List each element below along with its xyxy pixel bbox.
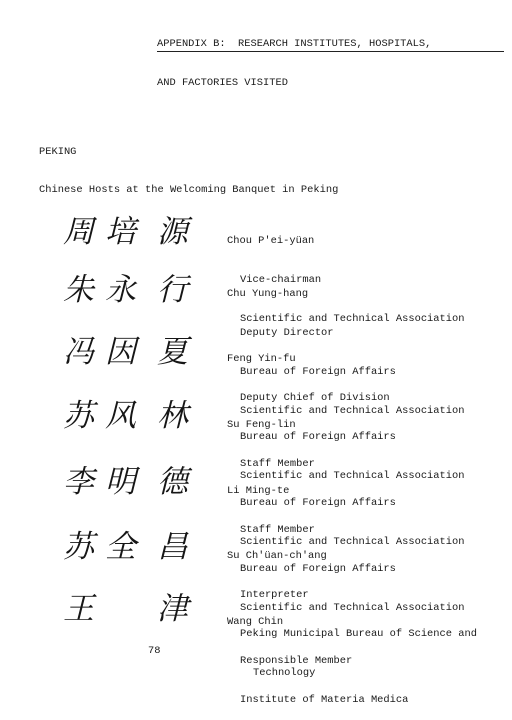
appendix-title-line-2: AND FACTORIES VISITED: [157, 77, 288, 89]
host-role: Scientific and Technical Association: [240, 536, 465, 548]
section-subtitle: Chinese Hosts at the Welcoming Banquet in Peking: [39, 184, 339, 196]
host-role: Interpreter: [240, 589, 309, 601]
header-rule: [157, 51, 504, 52]
chinese-character: 昌: [157, 529, 188, 565]
host-characters: [55, 529, 205, 569]
host-role: Bureau of Foreign Affairs: [240, 563, 396, 575]
chinese-character: 德: [157, 464, 188, 500]
chinese-character: 明: [105, 464, 136, 500]
host-name: Wang Chin: [227, 616, 284, 628]
host-role: Bureau of Foreign Affairs: [240, 366, 396, 378]
chinese-character: 林: [157, 398, 188, 434]
host-role: Institute of Materia Medica: [240, 694, 409, 706]
host-role: Bureau of Foreign Affairs: [240, 497, 396, 509]
chinese-character: 王: [63, 591, 94, 627]
host-characters: [55, 591, 205, 631]
chinese-character: 冯: [63, 334, 94, 370]
host-role: Staff Member: [240, 458, 315, 470]
section-title: PEKING: [39, 146, 77, 158]
chinese-character: 朱: [63, 272, 94, 308]
host-name: Su Ch'üan-ch'ang: [227, 550, 327, 562]
host-role: Vice-chairman: [240, 274, 322, 286]
chinese-character: 津: [157, 591, 188, 627]
appendix-title-line-1: APPENDIX B: RESEARCH INSTITUTES, HOSPITALS,: [157, 38, 432, 50]
appendix-header: [157, 12, 503, 103]
chinese-character: 因: [105, 334, 136, 370]
chinese-character: 全: [105, 529, 136, 565]
host-role: Deputy Director: [240, 327, 334, 339]
host-name: Su Feng-lin: [227, 419, 296, 431]
chinese-character: 夏: [157, 334, 188, 370]
host-characters: [55, 464, 205, 504]
chinese-character: 风: [105, 398, 136, 434]
host-entry: [227, 590, 509, 720]
host-name: Li Ming-te: [227, 485, 290, 497]
host-name: Chu Yung-hang: [227, 288, 309, 300]
host-name: Chou P'ei-yüan: [227, 235, 315, 247]
host-name: Feng Yin-fu: [227, 353, 296, 365]
host-role: Staff Member: [240, 524, 315, 536]
host-role: Deputy Chief of Division: [240, 392, 390, 404]
chinese-character: 周: [63, 214, 94, 250]
chinese-character: 李: [63, 464, 94, 500]
host-role: Scientific and Technical Association: [240, 470, 465, 482]
page-number: 78: [148, 645, 161, 657]
chinese-character: 源: [157, 214, 188, 250]
host-role: Scientific and Technical Association: [240, 602, 465, 614]
host-role: Technology: [253, 667, 316, 679]
chinese-character: 永: [105, 272, 136, 308]
host-characters: [55, 334, 205, 374]
chinese-character: 行: [157, 272, 188, 308]
host-characters: [55, 214, 205, 254]
host-role: Scientific and Technical Association: [240, 313, 465, 325]
chinese-character: 苏: [63, 529, 94, 565]
host-role: Responsible Member: [240, 655, 353, 667]
host-role: Bureau of Foreign Affairs: [240, 431, 396, 443]
host-role: Scientific and Technical Association: [240, 405, 465, 417]
host-role: Peking Municipal Bureau of Science and: [240, 628, 477, 640]
host-characters: [55, 272, 205, 312]
chinese-character: 培: [105, 214, 136, 250]
host-characters: [55, 398, 205, 438]
chinese-character: 苏: [63, 398, 94, 434]
